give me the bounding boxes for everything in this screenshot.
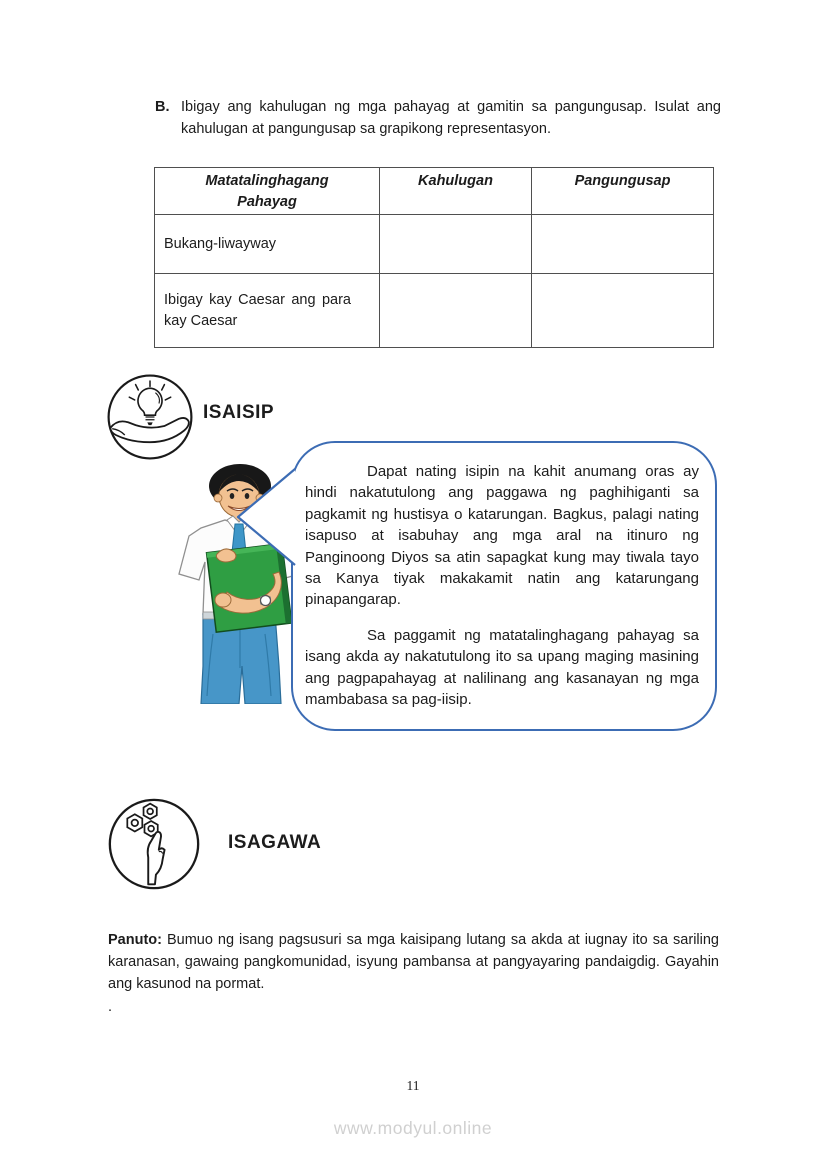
statement-cell: Ibigay kay Caesar ang para kay Caesar <box>155 274 380 348</box>
statement-cell: Bukang-liwayway <box>155 215 380 274</box>
pangungusap-cell-empty <box>532 215 714 274</box>
kahulugan-cell-empty <box>380 274 532 348</box>
page-number: 11 <box>406 1078 420 1093</box>
pangungusap-cell-empty <box>532 274 714 348</box>
speech-bubble-tail <box>234 455 296 580</box>
bubble-paragraph-1: Dapat nating isipin na kahit anumang oras ay hindi nakatutulong ang paggawa ng paghihiganti sa pagkamit ng hustisya o katarungan. Bagkus, palagi nating isapuso at isabuhay ang mga aral na itinuro ng Panginoong Diyos sa atin sapagkat kung may tiwala tayo sa Kanya tiyak makakamit natin ang katarungang pinapangarap. <box>305 463 699 609</box>
table-row <box>155 215 714 274</box>
instruction-text: Ibigay ang kahulugan ng mga pahayag at gamitin sa pangungusap. Isulat ang kahulugan at pangungusap sa grapikong representasyon. <box>181 99 721 137</box>
panuto-label: Panuto: <box>108 932 162 948</box>
column-header-pangungusap: Pangungusap <box>532 168 714 215</box>
panuto-paragraph <box>108 929 719 995</box>
panuto-text: Bumuo ng isang pagsusuri sa mga kaisipang lutang sa akda at iugnay ito sa sariling karanasan, gawaing pangkomunidad, isyung pambansa at pangyayaring pandaigdig. Gayahin ang kasunod na pormat. <box>108 932 719 992</box>
isaisip-heading: ISAISIP <box>203 402 275 423</box>
stray-period: . <box>108 999 113 1015</box>
hand-holding-lightbulb-icon <box>105 372 195 462</box>
table-header-row <box>155 168 714 215</box>
bubble-paragraph-2: Sa paggamit ng matatalinghagang pahayag sa isang akda ay nakatutulong ito sa upang maging masining ang pagpapahayag at nalilinang ang kasanayan ng mga mambabasa sa pag-iisip. <box>305 626 699 709</box>
column-header-kahulugan: Kahulugan <box>380 168 532 215</box>
watermark-text: www.modyul.online <box>333 1118 493 1138</box>
kahulugan-cell-empty <box>380 215 532 274</box>
instruction-paragraph <box>155 96 721 140</box>
speech-bubble <box>291 441 717 731</box>
isagawa-heading: ISAGAWA <box>228 832 322 853</box>
pointing-hand-with-gears-icon <box>106 796 202 892</box>
column-header-statement: Matatalinghagang Pahayag <box>155 168 380 215</box>
figurative-statements-table <box>154 167 714 348</box>
table-row <box>155 274 714 348</box>
list-letter: B. <box>155 99 170 115</box>
